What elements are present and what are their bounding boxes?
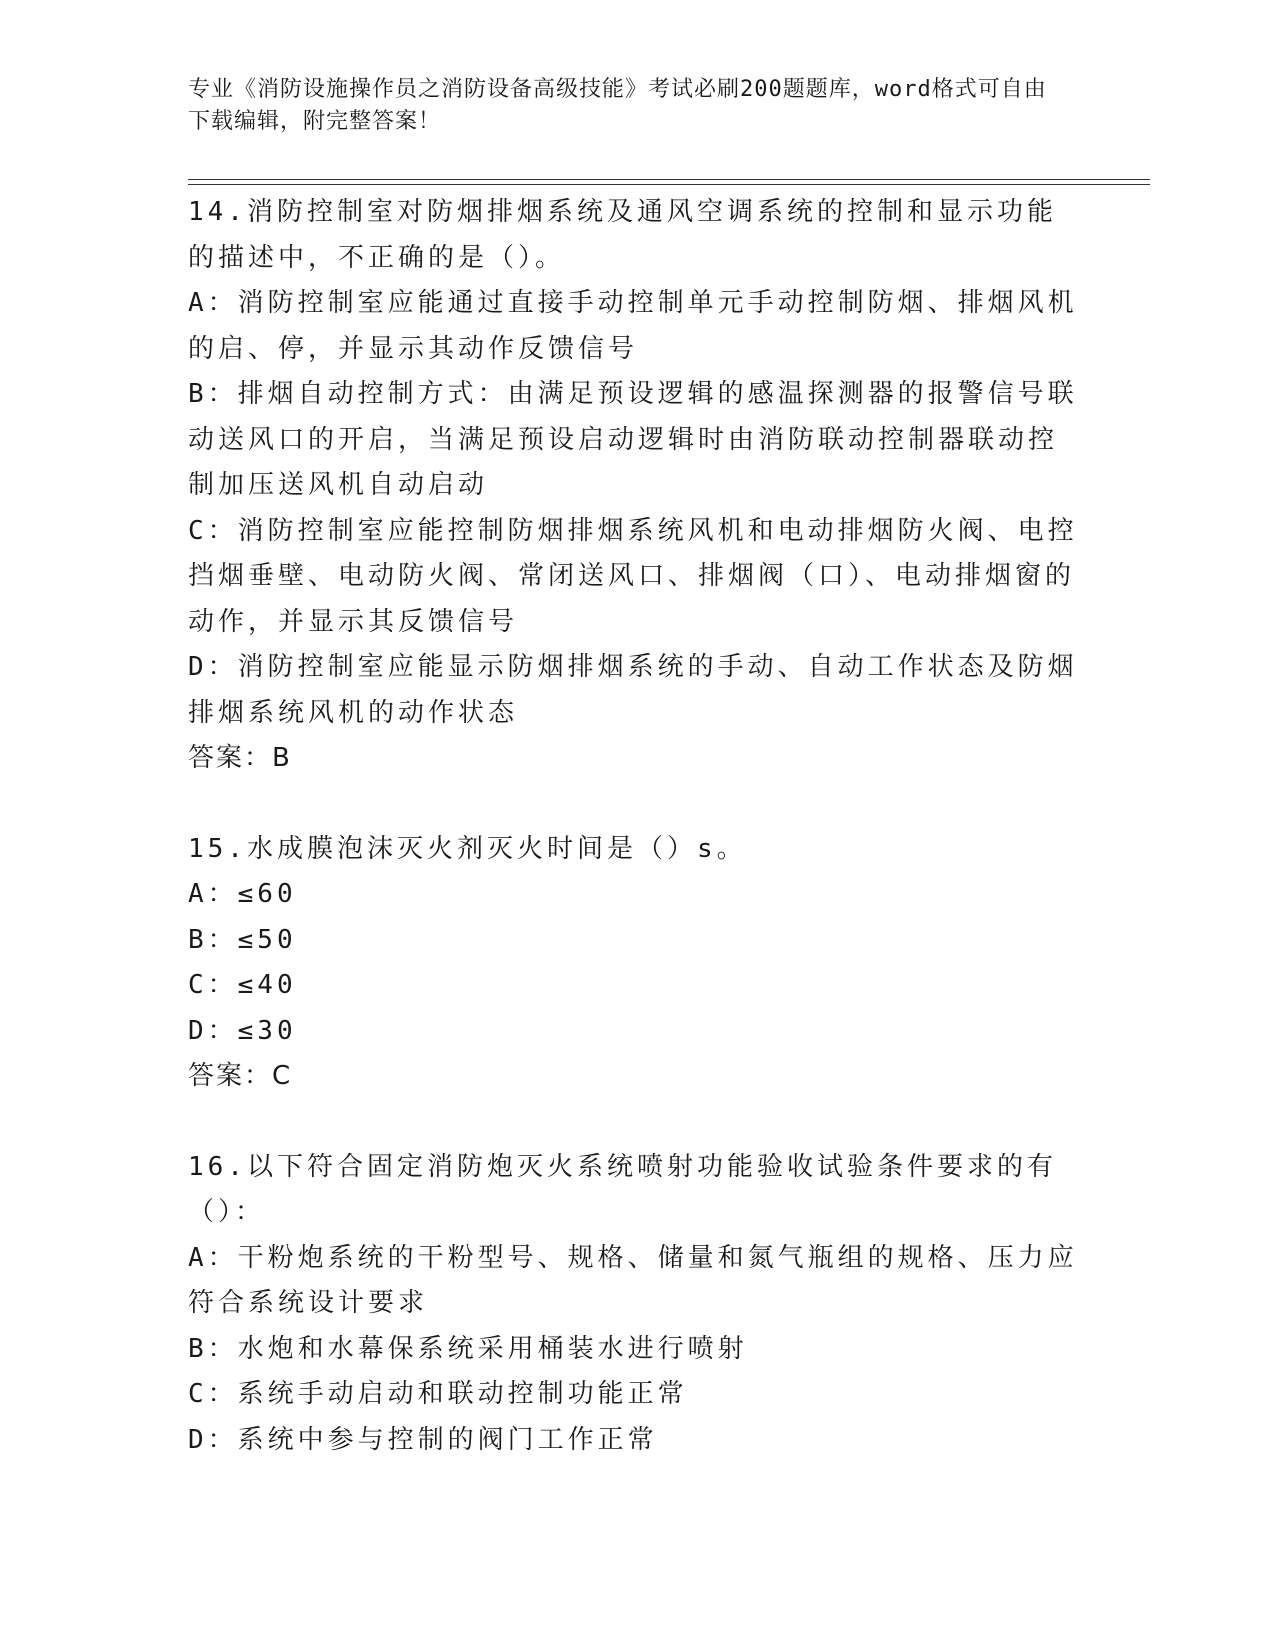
answer: 答案：C <box>188 1061 293 1091</box>
option-a: A：干粉炮系统的干粉型号、规格、储量和氮气瓶组的规格、压力应符合系统设计要求 <box>188 1242 1078 1318</box>
option-a: A：≤60 <box>188 879 297 909</box>
document-header <box>188 74 1058 138</box>
option-b: B：排烟自动控制方式：由满足预设逻辑的感温探测器的报警信号联动送风口的开启，当满足预设启动逻辑时由消防联动控制器联动控制加压送风机自动启动 <box>188 379 1078 500</box>
option-d: D：系统中参与控制的阀门工作正常 <box>188 1424 658 1455</box>
spacer <box>188 1100 1078 1145</box>
option-d: D：消防控制室应能显示防烟排烟系统的手动、自动工作状态及防烟排烟系统风机的动作状态 <box>188 652 1078 728</box>
question-14 <box>188 190 1078 782</box>
question-15 <box>188 827 1078 1100</box>
option-b: B：≤50 <box>188 924 297 955</box>
option-c: C：系统手动启动和联动控制功能正常 <box>188 1379 688 1409</box>
option-c: C：消防控制室应能控制防烟排烟系统风机和电动排烟防火阀、电控挡烟垂壁、电动防火阀、常闭送风口、排烟阀（口）、电动排烟窗的动作，并显示其反馈信号 <box>188 515 1078 637</box>
option-b: B：水炮和水幕保系统采用桶装水进行喷射 <box>188 1333 748 1364</box>
option-c: C：≤40 <box>188 970 297 1000</box>
option-a: A：消防控制室应能通过直接手动控制单元手动控制防烟、排烟风机的启、停，并显示其动作反馈信号 <box>188 288 1078 364</box>
spacer <box>188 782 1078 827</box>
answer: 答案：B <box>188 743 292 773</box>
header-divider <box>188 179 1150 185</box>
question-stem: 14.消防控制室对防烟排烟系统及通风空调系统的控制和显示功能的描述中，不正确的是（）。 <box>188 197 1057 273</box>
question-stem: 15.水成膜泡沫灭火剂灭火时间是（）s。 <box>188 833 747 864</box>
header-text: 专业《消防设施操作员之消防设备高级技能》考试必刷200题题库，word格式可自由下载编辑，附完整答案！ <box>188 77 1047 134</box>
question-16 <box>188 1145 1078 1464</box>
question-list <box>188 190 1078 1463</box>
option-d: D：≤30 <box>188 1015 297 1046</box>
question-stem: 16.以下符合固定消防炮灭火系统喷射功能验收试验条件要求的有（）： <box>188 1151 1057 1227</box>
